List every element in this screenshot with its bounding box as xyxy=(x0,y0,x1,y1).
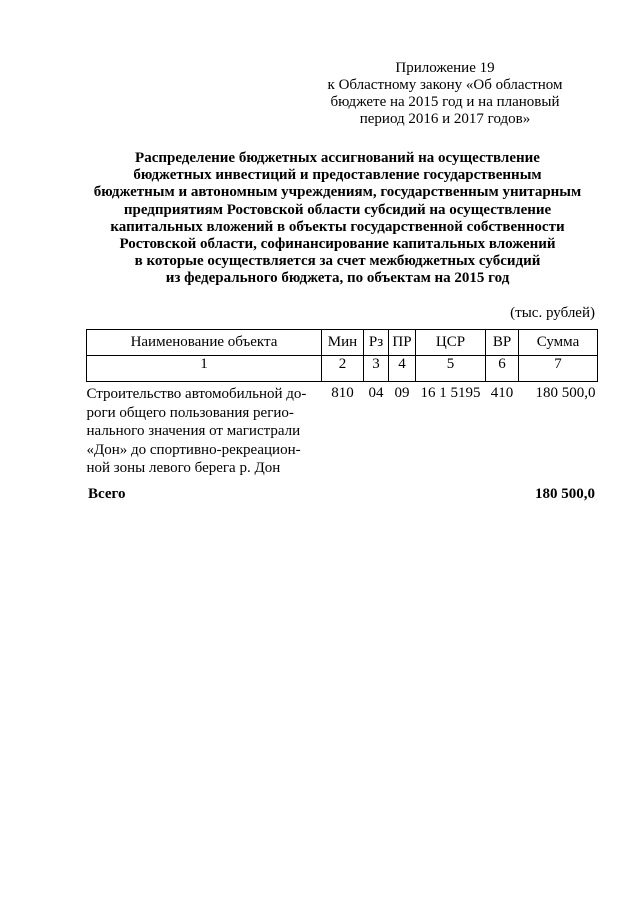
title-line: бюджетным и автономным учреждениям, государственным унитарным xyxy=(93,184,582,201)
table-header-row xyxy=(87,330,598,356)
header-csr: ЦСР xyxy=(416,330,486,356)
appendix-law-ref-line2: бюджете на 2015 год и на плановый xyxy=(330,94,560,110)
header-vr: ВР xyxy=(486,330,519,356)
document-title xyxy=(80,150,595,288)
object-name-line: роги общего пользования регио- xyxy=(86,404,294,421)
object-name-line: Строительство автомобильной до- xyxy=(86,386,307,402)
index-cell: 5 xyxy=(416,356,486,382)
index-cell: 3 xyxy=(364,356,389,382)
budget-table xyxy=(86,329,598,478)
vr-cell: 410 xyxy=(490,385,514,401)
table-row xyxy=(87,382,598,478)
header-sum: Сумма xyxy=(519,330,598,356)
object-name-cell xyxy=(87,382,322,478)
title-line: Ростовской области, софинансирование капитальных вложений xyxy=(119,236,556,253)
header-rz: Рз xyxy=(364,330,389,356)
table-index-row xyxy=(87,356,598,382)
header-pr: ПР xyxy=(389,330,416,356)
index-cell: 4 xyxy=(389,356,416,382)
title-line: бюджетных инвестиций и предоставление государственным xyxy=(133,167,542,184)
index-cell: 7 xyxy=(519,356,598,382)
title-line: Распределение бюджетных ассигнований на осуществление xyxy=(135,150,540,166)
title-line: из федерального бюджета, по объектам на 2015 год xyxy=(165,270,510,287)
index-cell: 2 xyxy=(322,356,364,382)
title-line: в которые осуществляется за счет межбюджетных субсидий xyxy=(134,253,541,270)
object-name-line: «Дон» до спортивно-рекреацион- xyxy=(86,441,301,458)
appendix-law-ref-line3: период 2016 и 2017 годов» xyxy=(359,111,531,127)
appendix-header xyxy=(300,60,590,128)
csr-cell: 16 1 5195 xyxy=(420,385,481,401)
object-name-line: нального значения от магистрали xyxy=(86,423,301,439)
appendix-number: Приложение 19 xyxy=(395,60,495,76)
title-line: предприятиям Ростовской области субсидий на осуществление xyxy=(123,201,552,218)
title-line: капитальных вложений в объекты государственной собственности xyxy=(110,218,565,235)
units-note: (тыс. рублей) xyxy=(510,305,595,321)
appendix-law-ref-line1: к Областному закону «Об областном xyxy=(327,77,563,93)
header-object-name: Наименование объекта xyxy=(87,330,322,356)
total-label: Всего xyxy=(88,486,126,502)
rz-cell: 04 xyxy=(368,385,384,401)
object-name-line: ной зоны левого берега р. Дон xyxy=(86,460,281,476)
header-min: Мин xyxy=(322,330,364,356)
total-value: 180 500,0 xyxy=(535,486,595,502)
total-row xyxy=(88,486,595,503)
min-cell: 810 xyxy=(331,385,354,401)
index-cell: 6 xyxy=(486,356,519,382)
sum-cell: 180 500,0 xyxy=(535,385,596,401)
pr-cell: 09 xyxy=(394,385,410,401)
index-cell: 1 xyxy=(87,356,322,382)
